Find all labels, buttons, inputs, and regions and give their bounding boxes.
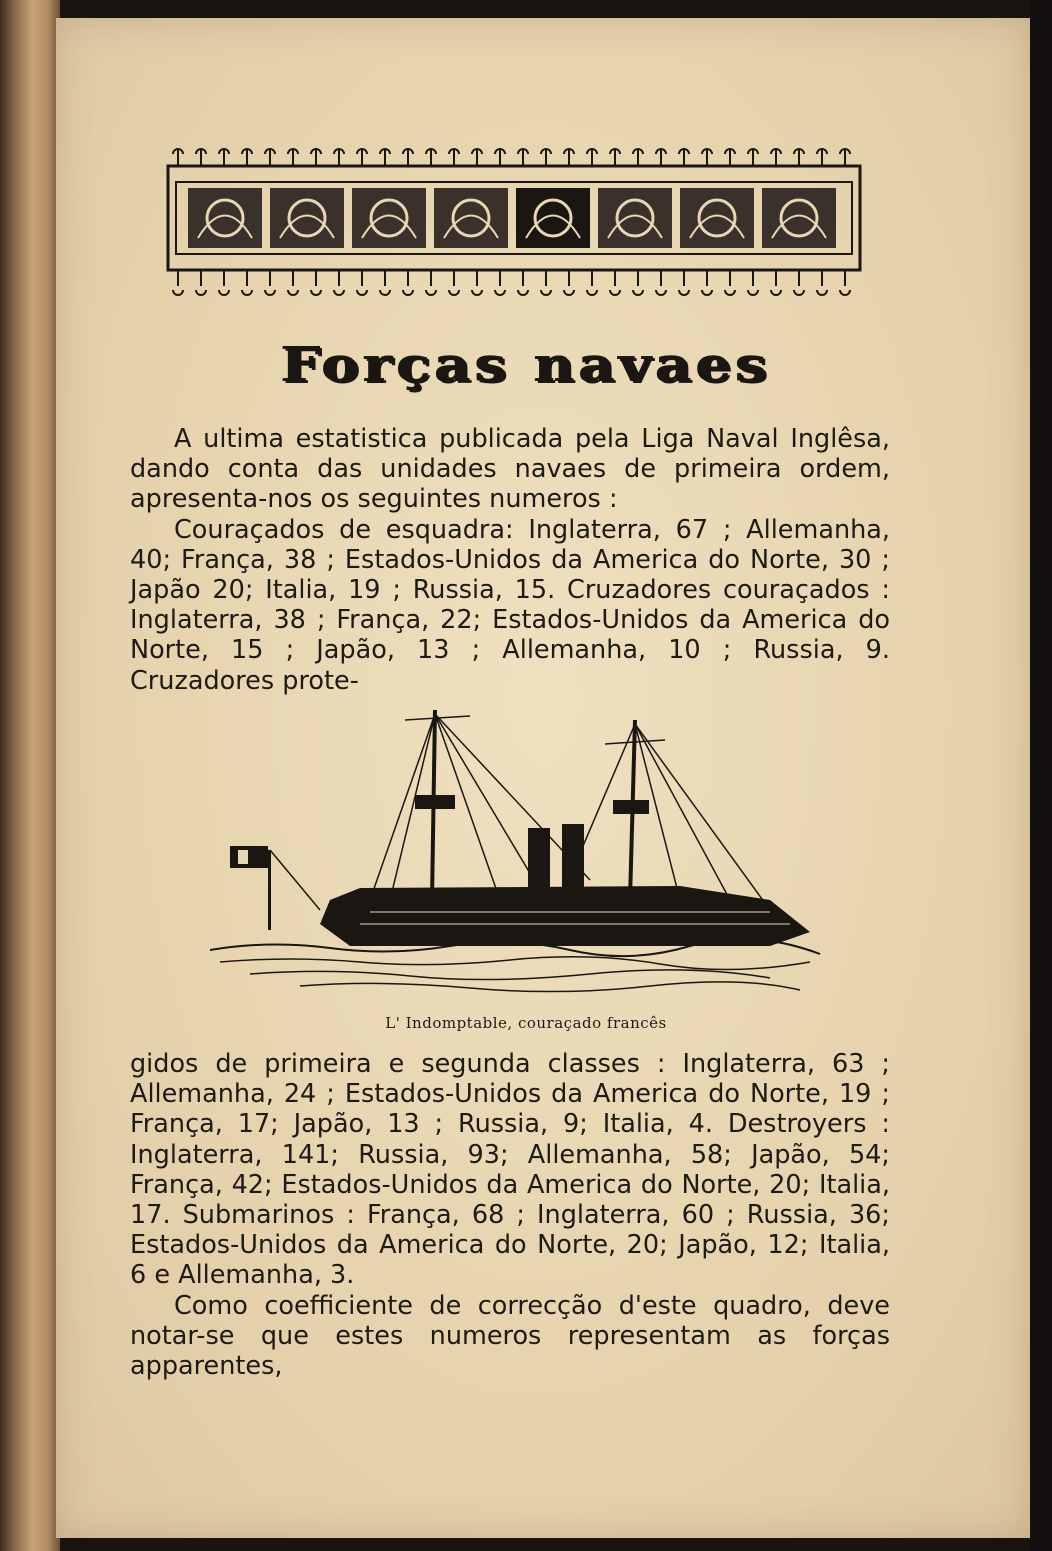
- page-title: Forças navaes: [281, 336, 771, 394]
- battleship-illustration: [210, 700, 830, 1000]
- page-edge: [1030, 0, 1052, 1551]
- paragraph-battleships: Couraçados de esquadra: Inglaterra, 67 ; Allemanha, 40; França, 38 ; Estados-Unidos da America do Norte, 30 ; Japão 20; Italia, 19 ; Russia, 15. Cruzadores couraçados : Inglaterra, 38 ; França, 22; Estados-Unidos da America do Norte, 15 ; Japão, 13 ; Allemanha, 10 ; Russia, 9. Cruzadores prote-: [130, 514, 890, 696]
- body-text-bottom: [130, 1049, 890, 1381]
- illustration-caption: L' Indomptable, couraçado francês: [385, 1014, 667, 1032]
- paragraph-correction: Como coefficiente de correcção d'este quadro, deve notar-se que estes numeros representam as forças apparentes,: [130, 1290, 890, 1382]
- body-text-top: [130, 424, 890, 696]
- paragraph-intro: A ultima estatistica publicada pela Liga Naval Inglêsa, dando conta das unidades navaes de primeira ordem, apresenta-nos os seguintes numeros :: [130, 424, 890, 515]
- paragraph-cruisers-destroyers: gidos de primeira e segunda classes : Inglaterra, 63 ; Allemanha, 24 ; Estados-Unidos da America do Norte, 19 ; França, 17; Japão, 13 ; Russia, 9; Italia, 4. Destroyers : Inglaterra, 141; Russia, 93; Allemanha, 58; Japão, 54; França, 42; Estados-Unidos da America do Norte, 20; Italia, 17. Submarinos : França, 68 ; Inglaterra, 60 ; Russia, 36; Estados-Unidos da America do Norte, 20; Japão, 12; Italia, 6 e Allemanha, 3.: [130, 1049, 890, 1291]
- book-spine: [0, 0, 60, 1551]
- ornamental-header-band: [138, 138, 890, 298]
